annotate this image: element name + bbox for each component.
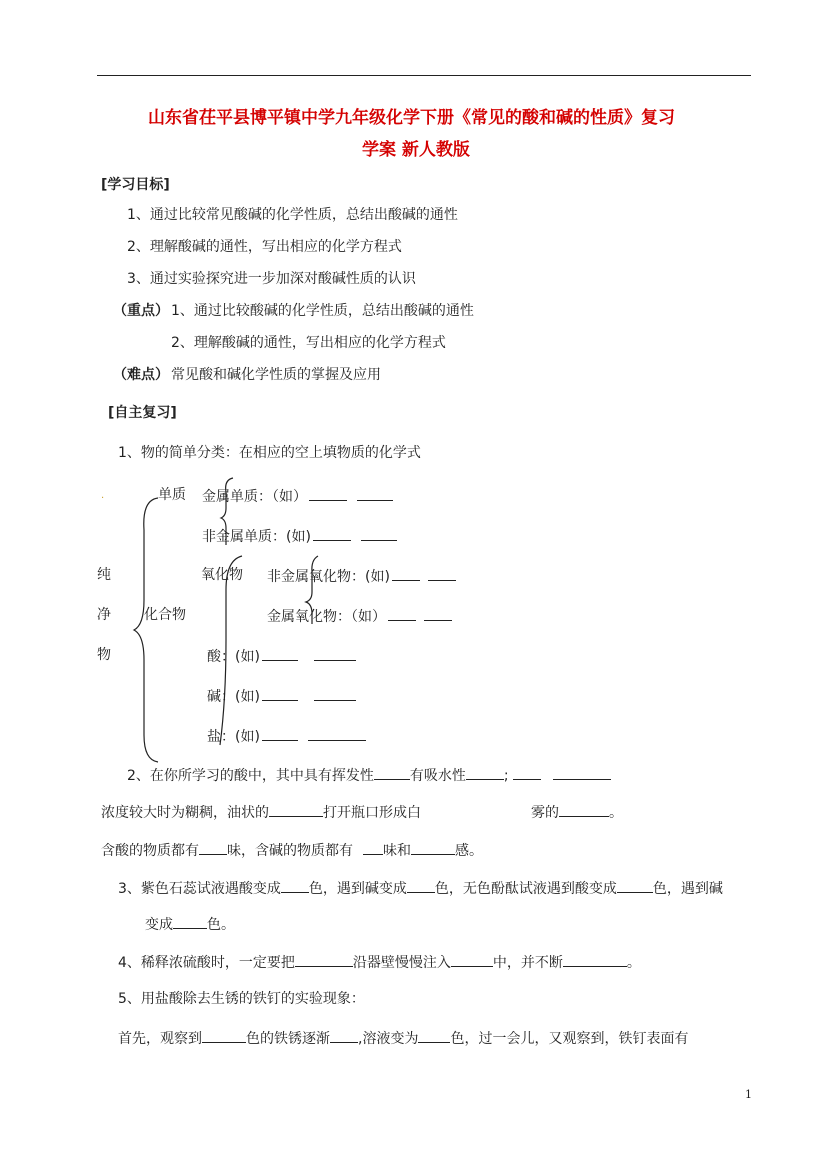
question-2-line-3: 含酸的物质都有 味，含碱的物质都有 味和 感。 (101, 840, 483, 860)
question-5: 5、用盐酸除去生锈的铁钉的实验现象： (118, 991, 365, 1007)
key-point-2: 2、理解酸碱的通性，写出相应的化学方程式 (171, 335, 446, 351)
tree-metal-simple: 金属单质：（如） (202, 486, 393, 506)
tree-acid: 酸：(如) (207, 646, 356, 666)
key-point-label: （重点） (113, 303, 169, 319)
page-number: 1 (745, 1088, 752, 1101)
difficulty-text: 常见酸和碱化学性质的掌握及应用 (171, 367, 381, 383)
tree-pure-1: 纯 (97, 567, 111, 583)
tree-salt: 盐：(如) (207, 726, 366, 746)
review-heading: [自主复习] (108, 405, 177, 421)
title-line-1: 山东省茌平县博平镇中学九年级化学下册《常见的酸和碱的性质》复习 (148, 108, 675, 128)
tree-nonmetal-simple: 非金属单质：(如) (202, 526, 397, 546)
key-point-1: 1、通过比较酸碱的化学性质，总结出酸碱的通性 (171, 303, 474, 319)
question-2: 2、在你所学习的酸中，其中具有挥发性 有吸水性 ; (127, 765, 611, 785)
question-3: 3、紫色石蕊试液遇酸变成 色，遇到碱变成 色，无色酚酞试液遇到酸变成 色，遇到碱 (118, 878, 723, 898)
difficulty-label: （难点） (113, 367, 169, 383)
tree-metal-oxide: 金属氧化物：（如） (267, 606, 452, 626)
question-3-line-2: 变成 色。 (145, 914, 235, 934)
question-1: 1、物的简单分类：在相应的空上填物质的化学式 (118, 445, 421, 461)
tree-simple: 单质 (158, 487, 186, 503)
tree-oxide: 氧化物 (201, 567, 243, 583)
question-2-line-2: 浓度较大时为糊稠，油状的 打开瓶口形成白 雾的 。 (101, 802, 623, 822)
goal-item: 1、通过比较常见酸碱的化学性质，总结出酸碱的通性 (127, 207, 458, 223)
title-line-2: 学案 新人教版 (362, 140, 470, 160)
stray-mark: · (101, 493, 105, 504)
tree-nonmetal-oxide: 非金属氧化物：(如) (267, 566, 456, 586)
tree-base: 碱：(如) (207, 686, 356, 706)
question-5-line-2: 首先，观察到 色的铁锈逐渐 ,溶液变为 色，过一会儿，又观察到，铁钉表面有 (118, 1028, 688, 1048)
goal-item: 2、理解酸碱的通性，写出相应的化学方程式 (127, 239, 402, 255)
tree-pure-2: 净 (97, 607, 111, 623)
question-4: 4、稀释浓硫酸时，一定要把 沿器壁慢慢注入 中，并不断 。 (118, 952, 641, 972)
tree-compound: 化合物 (144, 607, 186, 623)
tree-pure-3: 物 (97, 647, 111, 663)
goals-heading: [学习目标] (101, 177, 170, 193)
goal-item: 3、通过实验探究进一步加深对酸碱性质的认识 (127, 271, 416, 287)
